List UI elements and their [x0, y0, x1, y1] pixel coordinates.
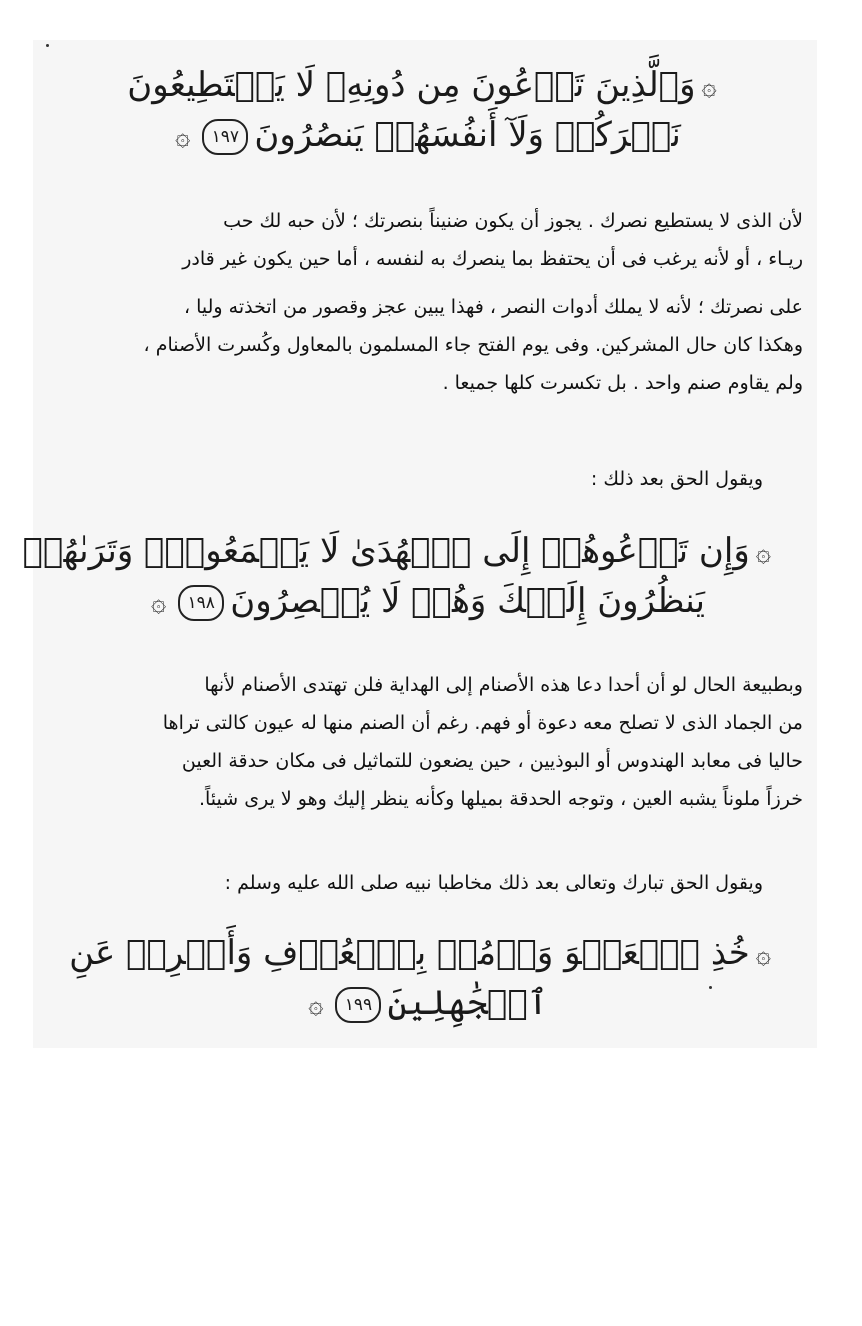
verse-197-line-2 [73, 112, 777, 162]
verse-199 [69, 930, 777, 1030]
ornament-icon: ۞ [755, 940, 771, 970]
intro-text-3: ويقول الحق تبارك وتعالى بعد ذلك مخاطبا نبيه صلى الله عليه وسلم : [224, 872, 763, 894]
ayah-number-badge: ١٩٧ [202, 119, 248, 155]
verse-199-line-2 [73, 980, 777, 1030]
commentary-line: لأن الذى لا يستطيع نصرك . يجوز أن يكون ضنيناً بنصرتك ؛ لأن حبه لك حب [223, 210, 803, 232]
commentary-line: حاليا فى معابد الهندوس أو البوذيين ، حين يضعون للتماثيل فى مكان حدقة العين [181, 750, 803, 772]
ornament-icon: ۞ [175, 122, 191, 152]
verse-198-line-1-text: وَإِن تَدۡعُوهُمۡ إِلَى ٱلۡهُدَىٰ لَا يَسۡمَعُواْۖ وَتَرَىٰهُمۡ [22, 531, 750, 571]
commentary-line: من الجماد الذى لا تصلح معه دعوة أو فهم. رغم أن الصنم منها له عيون كالتى تراها [162, 712, 803, 734]
ornament-icon: ۞ [755, 538, 771, 568]
commentary-line: على نصرتك ؛ لأنه لا يملك أدوات النصر ، فهذا يبين عجز وقصور من اتخذته وليا ، [183, 296, 803, 318]
verse-197-line-1 [73, 62, 777, 112]
ornament-icon: ۞ [151, 588, 167, 618]
ayah-number-badge: ١٩٨ [178, 585, 224, 621]
verse-198-line-2 [73, 578, 777, 628]
verse-198 [22, 528, 777, 628]
verse-199-line-1-text: خُذِ ٱلۡعَفۡوَ وَأۡمُرۡ بِٱلۡعُرۡفِ وَأَعۡرِضۡ عَنِ [69, 933, 750, 973]
scan-speck [46, 44, 49, 47]
verse-197 [73, 62, 777, 162]
verse-197-line-2-text: نَصۡرَكُمۡ وَلَآ أَنفُسَهُمۡ يَنصُرُونَ [254, 115, 681, 155]
verse-199-line-1 [69, 930, 777, 980]
ornament-icon: ۞ [701, 72, 717, 102]
commentary-line: وهكذا كان حال المشركين. وفى يوم الفتح جاء المسلمون بالمعاول وكُسرت الأصنام ، [143, 334, 803, 356]
commentary-paragraph-2 [47, 666, 803, 818]
commentary-line: وبطبيعة الحال لو أن أحدا دعا هذه الأصنام إلى الهداية فلن تهتدى الأصنام لأنها [204, 674, 803, 696]
scan-speck [709, 986, 712, 989]
commentary-line: ريـاء ، أو لأنه يرغب فى أن يحتفظ بما ينصرك به لنفسه ، أما حين يكون غير قادر [182, 248, 803, 270]
commentary-line: خرزاً ملوناً يشبه العين ، وتوجه الحدقة بميلها وكأنه ينظر إليك وهو لا يرى شيئاً. [198, 788, 803, 810]
verse-199-line-2-text: ٱلۡجَٰهِلِينَ [387, 983, 548, 1023]
book-page [22, 40, 817, 1048]
verse-198-line-2-text: يَنظُرُونَ إِلَيۡكَ وَهُمۡ لَا يُبۡصِرُونَ [230, 581, 705, 621]
commentary-line: ولم يقاوم صنم واحد . بل تكسرت كلها جميعا . [442, 372, 803, 394]
verse-197-line-1-text: وَٱلَّذِينَ تَدۡعُونَ مِن دُونِهِۦ لَا يَسۡتَطِيعُونَ [127, 65, 696, 105]
ayah-number-badge: ١٩٩ [335, 987, 381, 1023]
ornament-icon: ۞ [308, 990, 324, 1020]
intro-text-2: ويقول الحق بعد ذلك : [590, 468, 763, 490]
verse-198-line-1 [22, 528, 777, 578]
commentary-paragraph-1 [47, 202, 803, 402]
